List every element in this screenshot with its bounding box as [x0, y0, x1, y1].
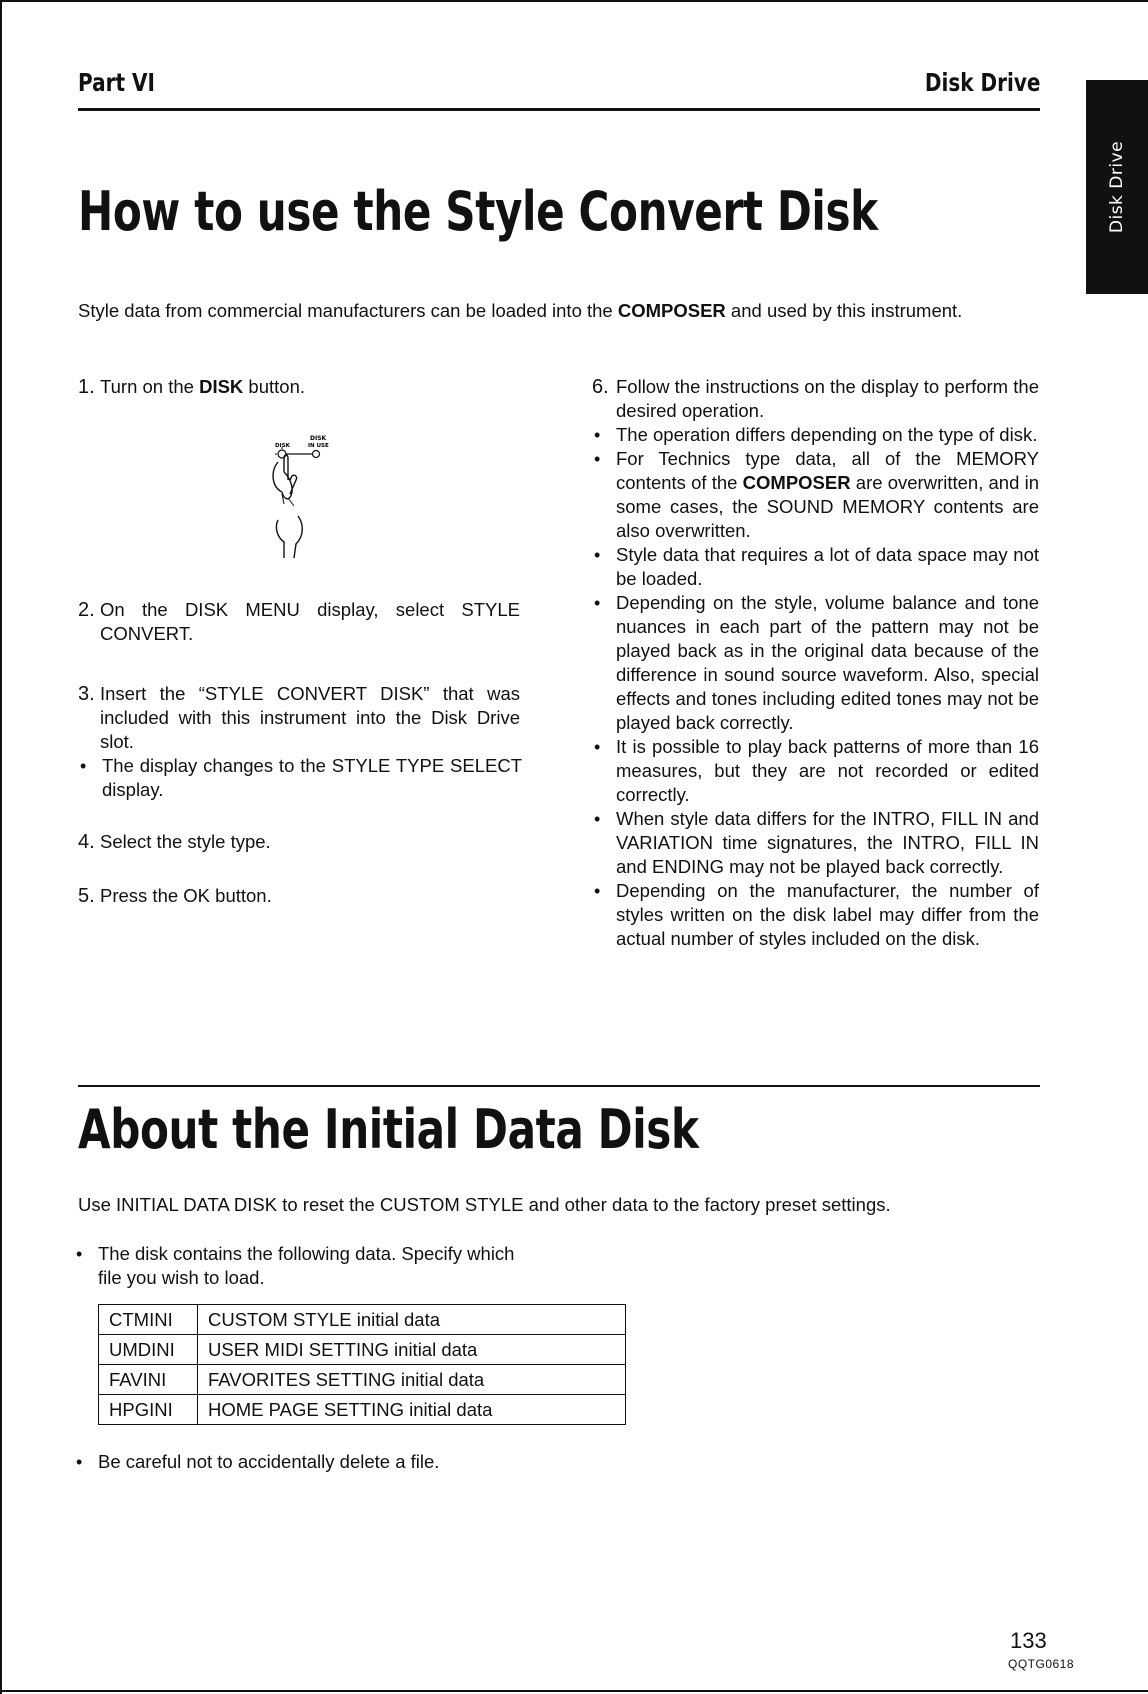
disk-button-press-illustration: [268, 432, 348, 562]
section-label: Disk Drive: [924, 68, 1040, 97]
file-name-cell: CTMINI: [99, 1305, 198, 1335]
step-number: 2.: [78, 599, 95, 621]
part-label: Part VI: [78, 68, 155, 97]
file-desc-cell: CUSTOM STYLE initial data: [198, 1305, 626, 1335]
table-row: [99, 1305, 626, 1335]
step-6-note: • Depending on the style, volume balance and tone nuances in each part of the pattern may not be played back as in the original data because of the difference in sound source waveform. Also, special effects and tones including edited tones may not be played back correctly.: [594, 592, 1039, 733]
page-left-border: [0, 0, 2, 1694]
table-row: [99, 1335, 626, 1365]
step-1: 1. Turn on the DISK button.: [78, 376, 305, 398]
side-index-tab[interactable]: [1086, 80, 1148, 294]
page-header: [78, 68, 1040, 108]
section2-title: About the Initial Data Disk: [78, 1098, 699, 1161]
step-3: 3. Insert the “STYLE CONVERT DISK” that was included with this instrument into the Disk Drive slot.: [78, 683, 520, 752]
step-6-note: • It is possible to play back patterns of more than 16 measures, but they are not recorded or edited correctly.: [594, 736, 1039, 805]
step-6-note: • Style data that requires a lot of data space may not be loaded.: [594, 544, 1039, 589]
step-6-note: • Depending on the manufacturer, the number of styles written on the disk label may differ from the actual number of styles included on the disk.: [594, 880, 1039, 949]
step-6-note: • When style data differs for the INTRO, FILL IN and VARIATION time signatures, the INTRO, FILL IN and ENDING may not be played back correctly.: [594, 808, 1039, 877]
file-desc-cell: USER MIDI SETTING initial data: [198, 1335, 626, 1365]
document-code: QQTG0618: [1008, 1657, 1075, 1671]
section-divider: [78, 1085, 1040, 1087]
header-rule: [78, 108, 1040, 111]
section2-note-2: • Be careful not to accidentally delete a file.: [76, 1451, 440, 1472]
step-number: 4.: [78, 831, 95, 853]
table-row: [99, 1395, 626, 1425]
page-number: 133: [1010, 1628, 1047, 1653]
table-row: [99, 1365, 626, 1395]
step-number: 6.: [592, 376, 609, 398]
page-bottom-border: [0, 1690, 1148, 1692]
illus-disk-small-label: DISK: [275, 443, 290, 449]
section1-intro: Style data from commercial manufacturers can be loaded into the COMPOSER and used by this instrument.: [78, 300, 963, 321]
file-name-cell: HPGINI: [99, 1395, 198, 1425]
file-desc-cell: FAVORITES SETTING initial data: [198, 1365, 626, 1395]
step-3-note: • The display changes to the STYLE TYPE SELECT display.: [80, 755, 522, 800]
step-5: 5. Press the OK button.: [78, 885, 272, 907]
initial-data-file-table: [98, 1304, 626, 1425]
step-6-note: • For Technics type data, all of the MEMORY contents of the COMPOSER are overwritten, and in some cases, the SOUND MEMORY contents are also overwritten.: [594, 448, 1039, 541]
file-name-cell: FAVINI: [99, 1365, 198, 1395]
file-name-cell: UMDINI: [99, 1335, 198, 1365]
section2-note-1: • The disk contains the following data. Specify which file you wish to load.: [76, 1243, 515, 1288]
section1-title: How to use the Style Convert Disk: [78, 180, 878, 243]
step-2: 2. On the DISK MENU display, select STYLE CONVERT.: [78, 599, 520, 644]
file-desc-cell: HOME PAGE SETTING initial data: [198, 1395, 626, 1425]
illus-disk-label: DISK: [310, 435, 327, 442]
step-number: 5.: [78, 885, 95, 907]
page-top-border: [0, 0, 1148, 2]
section2-intro: Use INITIAL DATA DISK to reset the CUSTOM STYLE and other data to the factory preset settings.: [78, 1194, 891, 1215]
side-tab-label: Disk Drive: [1107, 140, 1127, 234]
illus-in-use-label: IN USE: [308, 443, 329, 449]
step-6-column: [592, 375, 1039, 951]
step-6: 6. Follow the instructions on the display to perform the desired operation.: [592, 376, 1039, 421]
step-number: 1.: [78, 376, 95, 398]
step-number: 3.: [78, 683, 95, 705]
step-4: 4. Select the style type.: [78, 831, 271, 853]
step-6-note: • The operation differs depending on the type of disk.: [594, 424, 1038, 445]
